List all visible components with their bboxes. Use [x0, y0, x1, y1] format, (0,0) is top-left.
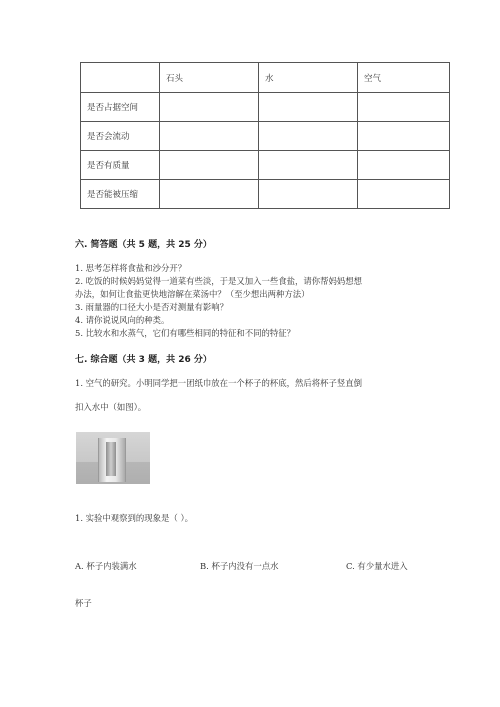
table-header-cell: 水 [259, 63, 358, 93]
row-label: 是否有质量 [81, 151, 160, 180]
question-line: 5. 比较水和水蒸气，它们有哪些相同的特征和不同的特征？ [75, 328, 296, 338]
table-row [81, 122, 450, 151]
question-line: 1. 思考怎样将食盐和沙分开？ [75, 263, 187, 273]
question-line: 2. 吃饭的时候妈妈觉得一道菜有些淡，于是又加入一些食盐，请你帮妈妈想想 [75, 276, 363, 286]
answer-cell[interactable] [259, 122, 358, 151]
table-row [81, 180, 450, 209]
answer-cell[interactable] [259, 93, 358, 122]
question-line: 3. 雨量器的口径大小是否对测量有影响？ [75, 302, 229, 312]
answer-cell[interactable] [160, 180, 259, 209]
section-seven-title: 七. 综合题（共 3 题，共 26 分） [75, 355, 212, 365]
answer-cell[interactable] [259, 180, 358, 209]
answer-cell[interactable] [160, 93, 259, 122]
table-header-cell: 石头 [160, 63, 259, 93]
option-c[interactable]: C. 有少量水进入 [346, 561, 408, 571]
cup-inner-shape [106, 442, 116, 476]
sub-question: 1. 实验中观察到的现象是（ ）。 [75, 513, 193, 523]
option-b[interactable]: B. 杯子内没有一点水 [200, 561, 279, 571]
table-row [81, 151, 450, 180]
answer-cell[interactable] [358, 122, 450, 151]
answer-cell[interactable] [160, 122, 259, 151]
properties-table [80, 62, 450, 209]
answer-cell[interactable] [358, 93, 450, 122]
question-line: 办法，如何让食盐更快地溶解在菜汤中？（至少想出两种方法） [75, 289, 310, 299]
row-label: 是否占据空间 [81, 93, 160, 122]
answer-cell[interactable] [358, 151, 450, 180]
option-c-continuation: 杯子 [75, 598, 92, 608]
answer-cell[interactable] [160, 151, 259, 180]
table-row [81, 93, 450, 122]
table-header-row [81, 63, 450, 93]
table-header-cell: 空气 [358, 63, 450, 93]
answer-cell[interactable] [358, 180, 450, 209]
question-line: 4. 请你说说风向的种类。 [75, 315, 170, 325]
answer-cell[interactable] [259, 151, 358, 180]
question-intro-line: 1. 空气的研究。小明同学把一团纸巾放在一个杯子的杯底，然后将杯子竖直倒 [75, 378, 363, 388]
question-intro-line: 扣入水中（如图）。 [75, 402, 147, 412]
table-header-cell [81, 63, 160, 93]
section-six-title: 六. 简答题（共 5 题，共 25 分） [75, 240, 212, 250]
row-label: 是否能被压缩 [81, 180, 160, 209]
option-a[interactable]: A. 杯子内装满水 [75, 561, 137, 571]
experiment-photo [76, 432, 150, 484]
row-label: 是否会流动 [81, 122, 160, 151]
